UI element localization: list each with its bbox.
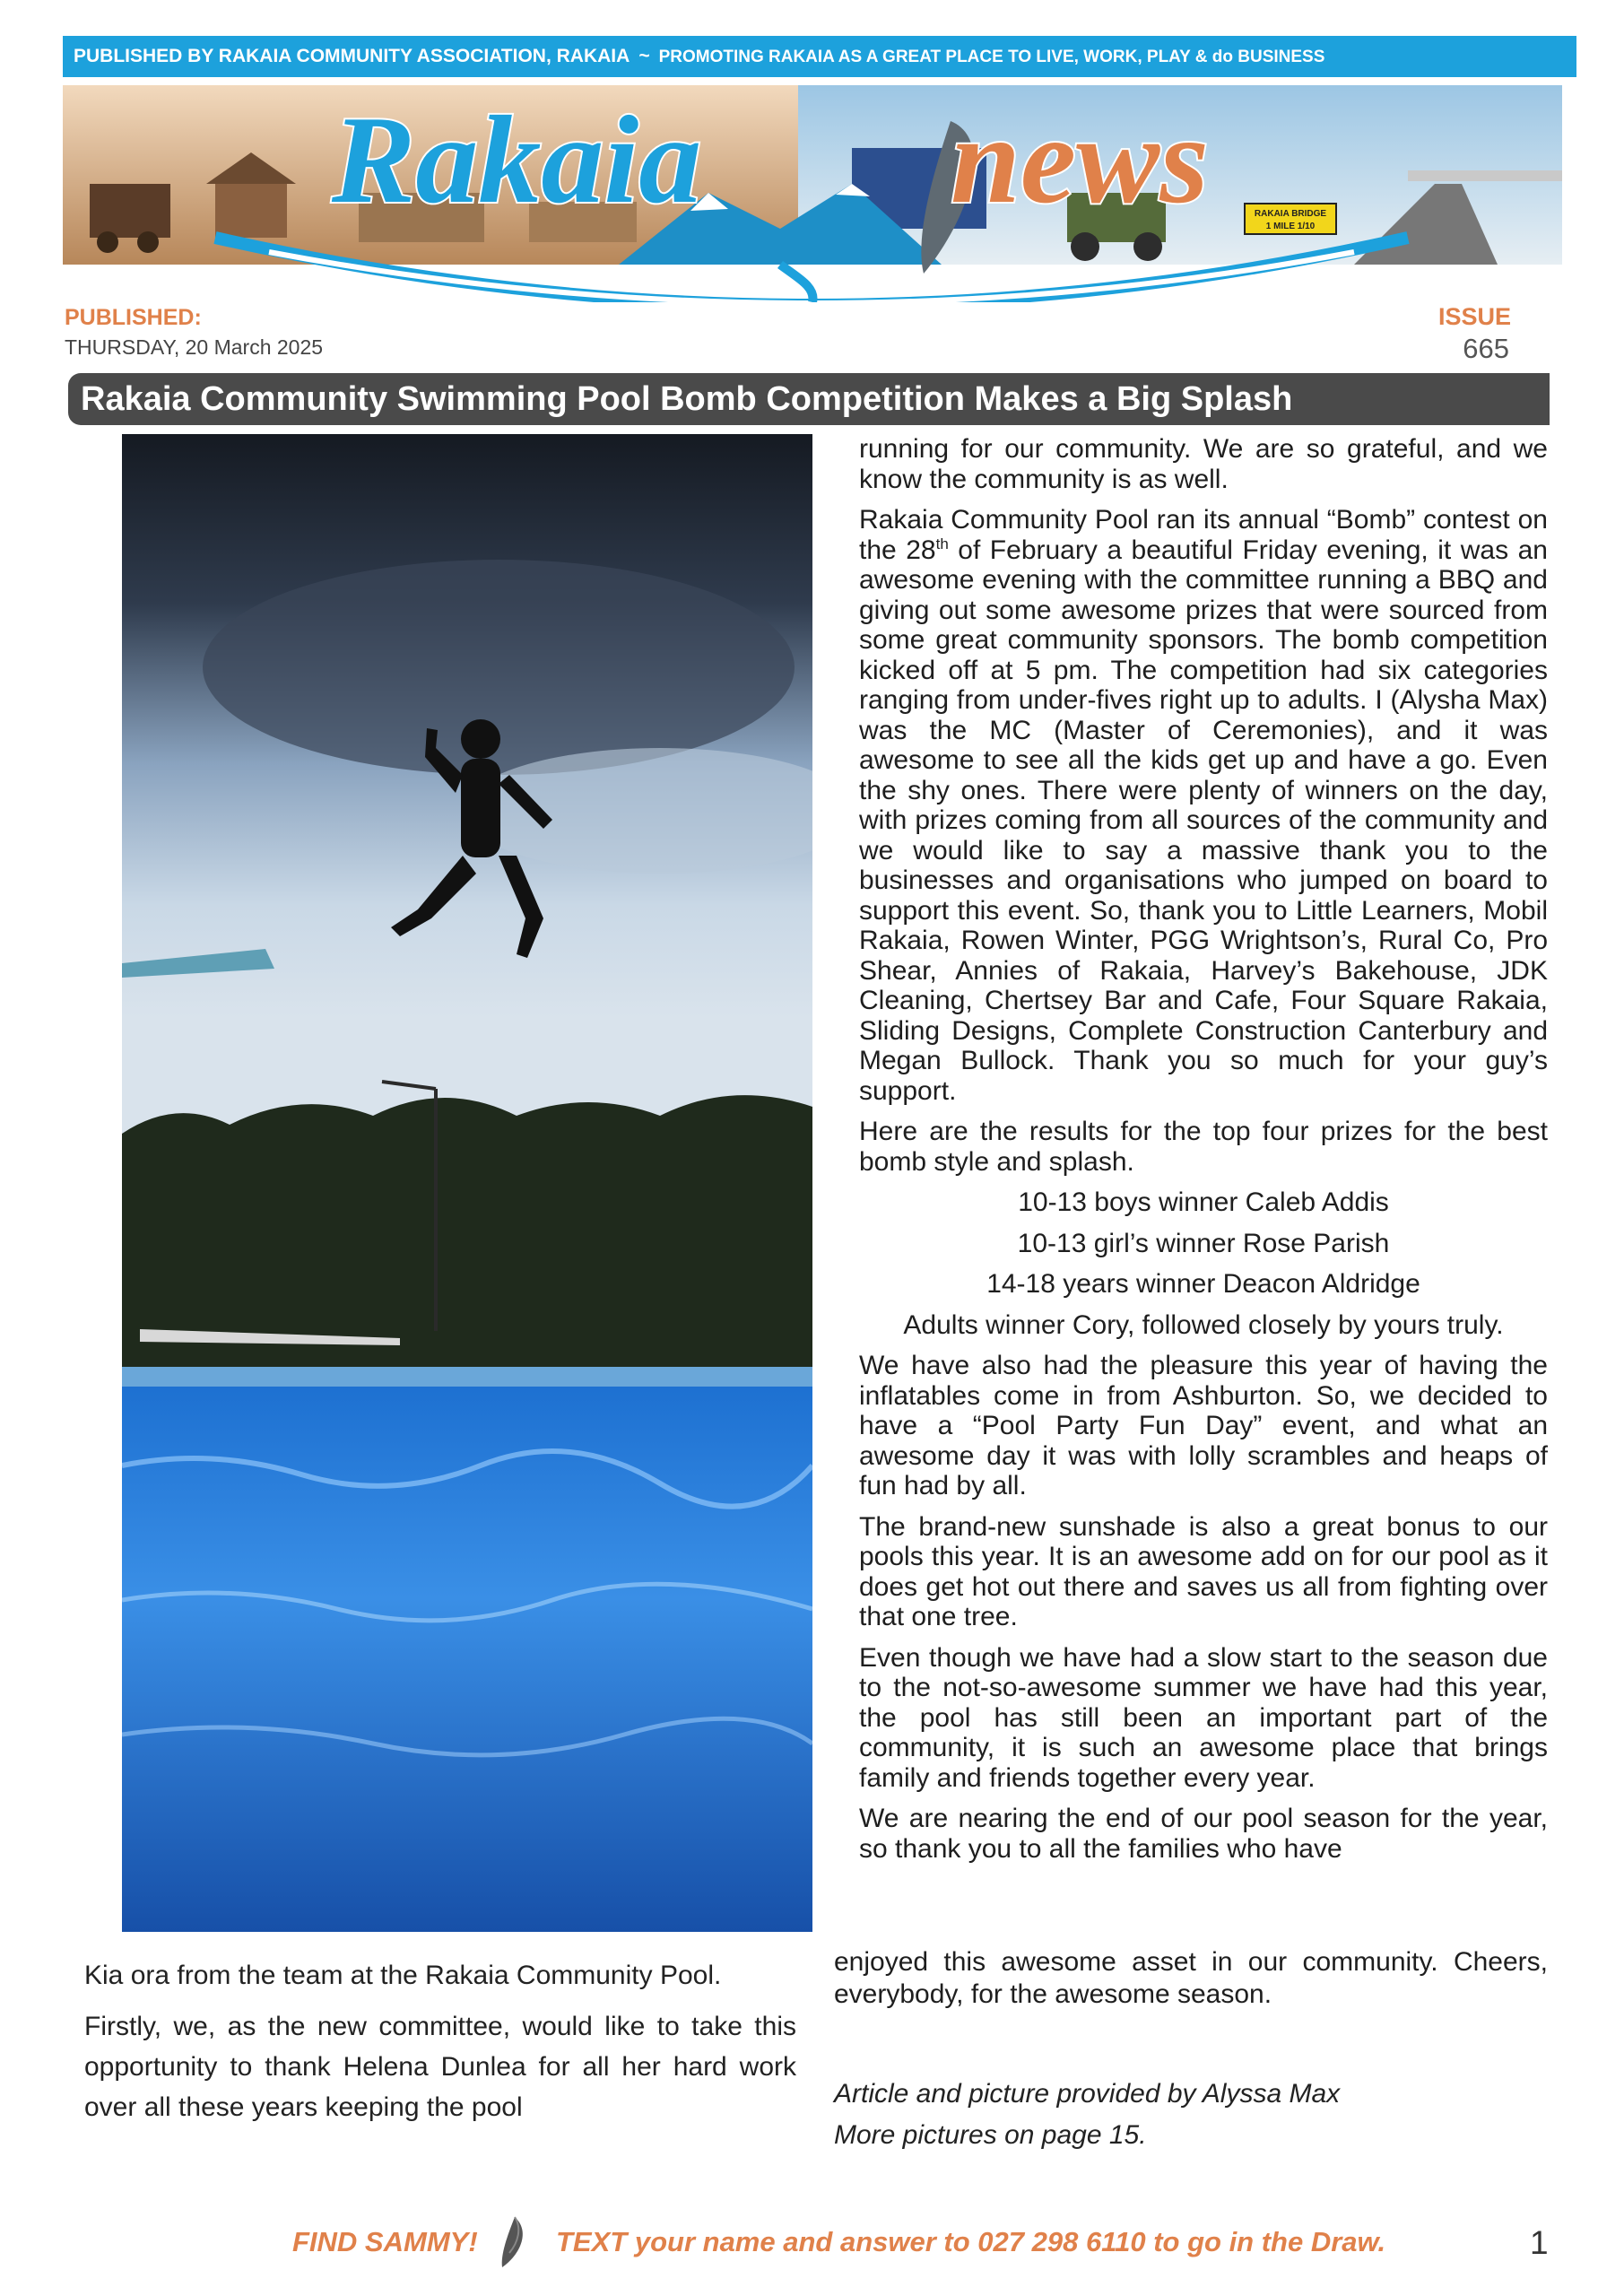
masthead-title-rakaia: Rakaia — [332, 91, 702, 230]
publisher-text: PUBLISHED BY RAKAIA COMMUNITY ASSOCIATION, RAKAIA — [74, 46, 630, 66]
article-right-column-tail — [834, 1946, 1548, 2011]
find-sammy-label: FIND SAMMY! — [292, 2226, 478, 2257]
article-paragraph: Even though we have had a slow start to the season due to the not-so-awesome summer we have had this year, the pool has still been an important part of the community, it is such an awesome place that brings family and friends together every year. — [859, 1642, 1548, 1793]
sammy-salmon-icon — [491, 2215, 531, 2269]
page-number: 1 — [1530, 2224, 1549, 2261]
draw-instruction: TEXT your name and answer to 027 298 6110 to go in the Draw. — [556, 2226, 1386, 2257]
article-right-column — [859, 434, 1548, 1874]
article-paragraph-bomb-contest — [859, 505, 1548, 1106]
issue-number: 665 — [1463, 333, 1509, 364]
bridge-sign-line1: RAKAIA BRIDGE — [1254, 209, 1327, 219]
article-paragraph: enjoyed this awesome asset in our community. Cheers, everybody, for the awesome season. — [834, 1947, 1548, 2009]
article-paragraph: We are nearing the end of our pool season for the year, so thank you to all the families who have — [859, 1804, 1548, 1864]
published-date: THURSDAY, 20 March 2025 — [65, 335, 324, 359]
article-paragraph: running for our community. We are so grateful, and we know the community is as well. — [859, 434, 1548, 494]
winner-line: 14-18 years winner Deacon Aldridge — [986, 1269, 1420, 1299]
masthead-banner — [63, 85, 1562, 302]
ordinal-suffix: th — [935, 535, 949, 552]
masthead-illustration — [63, 85, 1562, 302]
winner-line: 10-13 girl’s winner Rose Parish — [1017, 1228, 1390, 1258]
bridge-sign-line2: 1 MILE 1/10 — [1265, 222, 1316, 231]
winner-line: 10-13 boys winner Caleb Addis — [1018, 1187, 1389, 1217]
train-icon — [90, 184, 170, 238]
promo-text: PROMOTING RAKAIA AS A GREAT PLACE TO LIVE, WORK, PLAY & do BUSINESS — [658, 48, 1325, 66]
results-intro: Here are the results for the top four prizes for the best bomb style and splash. — [859, 1117, 1548, 1177]
bomb-contest-text-a: Rakaia Community Pool ran its annual “Bomb” contest on the 28 — [859, 505, 1548, 565]
masthead-title-news: news — [951, 91, 1209, 230]
winner-line: Adults winner Cory, followed closely by yours truly. — [903, 1309, 1504, 1340]
page-footer — [0, 2215, 1624, 2269]
bomb-contest-text-b: of February a beautiful Friday evening, it was an awesome evening with the committee running a BBQ and giving out some awesome prizes that were sourced from some great community sponsors. The bomb competition kicked off at 5 pm. The competition had six categories ranging from under-fives right up to adults. I (Alysha Max) was the MC (Master of Ceremonies), and it was awesome to see all the kids get up and have a go. Even the shy ones. There were plenty of winners on the day, with prizes coming from all sources of the community and we would like to say a massive thank you to the businesses and organisations who jumped on board to support this event. So, thank you to Little Learners, Mobil Rakaia, Rowen Winter, PGG Wrightson’s, Rural Co, Pro Shear, Annies of Rakaia, Harvey’s Bakehouse, JDK Cleaning, Chertsey Bar and Cafe, Four Square Rakaia, Sliding Designs, Complete Construction Canterbury and Megan Bullock. Thank you so much for your guy’s support. — [859, 535, 1548, 1106]
article-paragraph: Kia ora from the team at the Rakaia Community Pool. — [84, 1961, 722, 1990]
credit-line: Article and picture provided by Alyssa Max — [834, 2079, 1341, 2109]
article-paragraph: The brand-new sunshade is also a great bonus to our pools this year. It is an awesome add on for our pool as it does get hot out there and saves us all from fighting over that one tree. — [859, 1511, 1548, 1631]
article-headline: Rakaia Community Swimming Pool Bomb Competition Makes a Big Splash — [68, 373, 1550, 425]
publisher-separator: ~ — [638, 46, 650, 66]
publisher-bar — [63, 36, 1576, 77]
more-pictures-note: More pictures on page 15. — [834, 2120, 1147, 2150]
article-credit — [834, 2074, 1340, 2156]
article-paragraph: We have also had the pleasure this year of having the inflatables come in from Ashburton. So, we decided to have a “Pool Party Fun Day” event, and what an awesome day it was with lolly scrambles and heaps of fun had by all. — [859, 1351, 1548, 1500]
article-left-column — [84, 1955, 796, 2138]
published-label: PUBLISHED: — [65, 305, 202, 330]
article-photo — [122, 434, 812, 1932]
article-paragraph: Firstly, we, as the new committee, would like to take this opportunity to thank Helena Dunlea for all her hard work over all these years keeping the pool — [84, 2012, 796, 2122]
issue-label: ISSUE — [1437, 303, 1511, 330]
